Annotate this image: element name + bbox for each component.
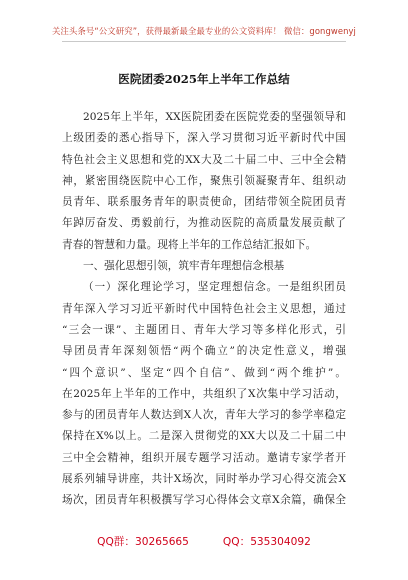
- body-line: “三会一课”、主题团日、青年大学习等多样化形式，引: [62, 323, 346, 336]
- body-line: 员青年、联系服务青年的职责使命，团结带领全院团员青: [62, 196, 346, 209]
- body-line: 保持在X%以上。二是深入贯彻党的XX大以及二十届二中: [62, 430, 346, 443]
- body-line: 特色社会主义思想和党的XX大及二十届二中、三中全会精: [62, 153, 346, 166]
- footer-qq-group: QQ群：30265665: [97, 536, 189, 548]
- body-line: 上级团委的悉心指导下，深入学习贯彻习近平新时代中国: [62, 132, 346, 145]
- body-line: 展系列辅导讲座，共计X场次，同时举办学习心得交流会X: [62, 473, 346, 486]
- body-line: 2025年上半年，XX医院团委在医院党委的坚强领导和: [83, 111, 346, 123]
- header-divider: [62, 41, 346, 42]
- body-line: 在2025年上半年的工作中，共组织了X次集中学习活动，: [62, 387, 346, 400]
- body-line: 神，紧密围绕医院中心工作，聚焦引领凝聚青年、组织动: [62, 174, 346, 187]
- body-line: 青年深入学习习近平新时代中国特色社会主义思想，通过: [62, 302, 346, 315]
- body-line: 三中全会精神，组织开展专题学习活动。邀请专家学者开: [62, 451, 346, 464]
- body-line: （一）深化理论学习，坚定理想信念。一是组织团员: [83, 281, 346, 294]
- document-title: 医院团委2025年上半年工作总结: [118, 72, 290, 86]
- body-line: 导团员青年深刻领悟“两个确立”的决定性意义，增强: [62, 345, 346, 358]
- header-banner: 关注头条号“公文研究”，获得最新最全最专业的公文资料库！ 微信：gongwenyj: [52, 26, 356, 36]
- footer-contact: [0, 534, 408, 549]
- body-line: 场次，团员青年积极撰写学习心得体会文章X余篇，确保全: [62, 494, 346, 507]
- body-line: 青春的智慧和力量。现将上半年的工作总结汇报如下。: [62, 238, 317, 251]
- section-heading: 一、强化思想引领，筑牢青年理想信念根基: [83, 260, 285, 273]
- body-line: 年踔厉奋发、勇毅前行，为推动医院的高质量发展贡献了: [62, 217, 346, 230]
- body-line: 参与的团员青年人数达到X人次，青年大学习的参学率稳定: [62, 409, 346, 422]
- footer-qq: QQ：535304092: [222, 536, 311, 548]
- body-line: “四个意识”、坚定“四个自信”、做到“两个维护”。: [62, 366, 346, 379]
- document-body: [62, 107, 346, 512]
